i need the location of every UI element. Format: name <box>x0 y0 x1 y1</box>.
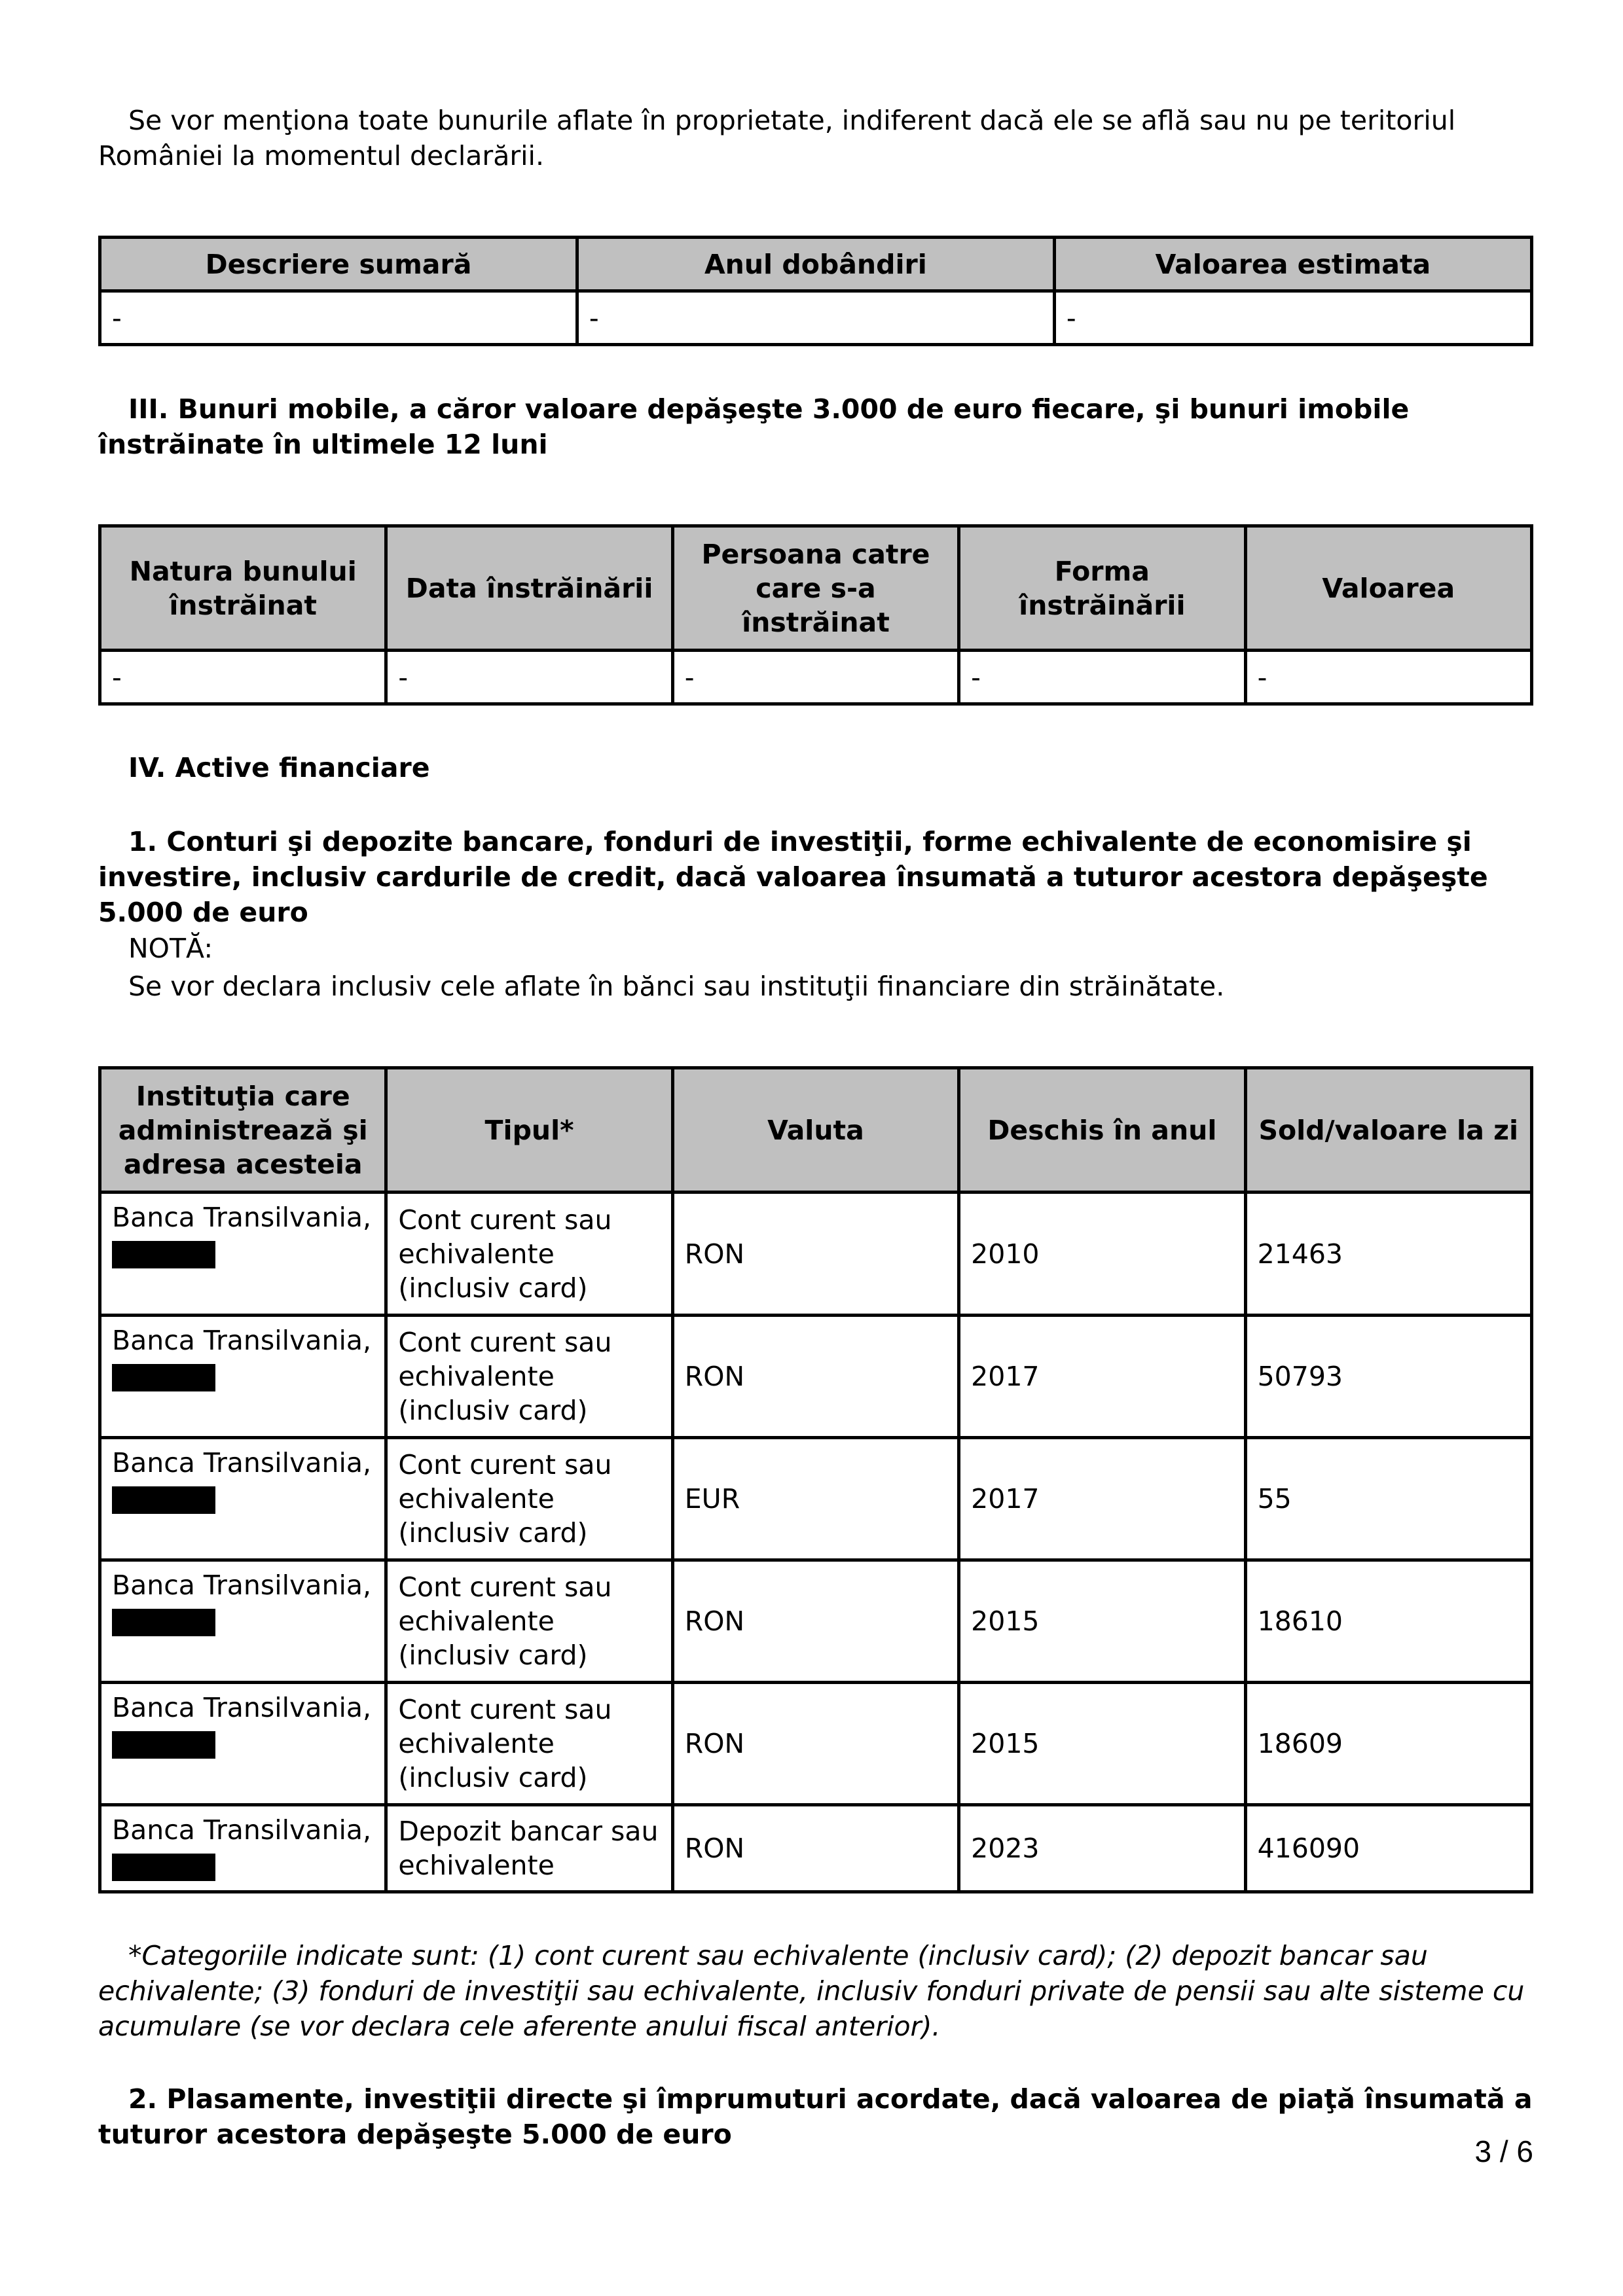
table-bank-accounts <box>98 1066 1533 1893</box>
table-row <box>100 1683 1532 1805</box>
col-header-estimated-value: Valoarea estimata <box>1054 238 1531 291</box>
subsection-2-title: 2. Plasamente, investiţii directe şi împrumuturi acordate, dacă valoarea de piaţă însumată a tuturor acestora depăşeşte 5.000 de euro <box>98 2083 1533 2150</box>
cell-type: Cont curent sau echivalente (inclusiv card) <box>386 1560 672 1683</box>
col-header-opened-year: Deschis în anul <box>959 1068 1245 1193</box>
cell-opened-year: 2015 <box>959 1560 1245 1683</box>
institution-name: Banca Transilvania, <box>112 1447 371 1479</box>
institution-name: Banca Transilvania, <box>112 1814 371 1846</box>
cell-year-acquired: - <box>577 291 1054 345</box>
cell-opened-year: 2017 <box>959 1316 1245 1438</box>
cell-currency: EUR <box>672 1438 958 1560</box>
subsection-1-title: 1. Conturi şi depozite bancare, fonduri de investiţii, forme echivalente de economisire şi investire, inclusiv cardurile de credit, dacă valoarea însumată a tuturor acestora depăşeşte 5.000 de euro <box>98 826 1488 928</box>
cell-institution <box>100 1683 386 1805</box>
cell-currency: RON <box>672 1316 958 1438</box>
cell-value: - <box>1245 651 1531 704</box>
table-row <box>100 1805 1532 1892</box>
redacted-address <box>112 1486 215 1514</box>
cell-balance: 18609 <box>1245 1683 1531 1805</box>
cell-institution <box>100 1193 386 1316</box>
section-iv-title: IV. Active financiare <box>128 752 430 783</box>
table-other-assets <box>98 236 1533 346</box>
redacted-address <box>112 1364 215 1391</box>
cell-type: Cont curent sau echivalente (inclusiv card) <box>386 1316 672 1438</box>
institution-name: Banca Transilvania, <box>112 1202 371 1233</box>
institution-name: Banca Transilvania, <box>112 1325 371 1356</box>
col-header-recipient: Persoana catre care s-a înstrăinat <box>672 526 958 651</box>
cell-type: Cont curent sau echivalente (inclusiv card) <box>386 1193 672 1316</box>
cell-currency: RON <box>672 1683 958 1805</box>
cell-balance: 55 <box>1245 1438 1531 1560</box>
cell-currency: RON <box>672 1805 958 1892</box>
intro-note: Se vor menţiona toate bunurile aflate în proprietate, indiferent dacă ele se află sau nu pe teritoriul României la momentul declarării. <box>98 105 1456 171</box>
cell-alienation-date: - <box>386 651 672 704</box>
col-header-currency: Valuta <box>672 1068 958 1193</box>
institution-name: Banca Transilvania, <box>112 1692 371 1723</box>
col-header-year-acquired: Anul dobândiri <box>577 238 1054 291</box>
cell-institution <box>100 1805 386 1892</box>
cell-alienation-form: - <box>959 651 1245 704</box>
cell-type: Depozit bancar sau echivalente <box>386 1805 672 1892</box>
nota-label: NOTĂ: <box>128 933 213 964</box>
redacted-address <box>112 1609 215 1636</box>
section-iii-title: III. Bunuri mobile, a căror valoare depăşeşte 3.000 de euro fiecare, şi bunuri imobile înstrăinate în ultimele 12 luni <box>98 393 1410 460</box>
cell-balance: 21463 <box>1245 1193 1531 1316</box>
table-row <box>100 651 1532 704</box>
cell-institution <box>100 1438 386 1560</box>
cell-opened-year: 2023 <box>959 1805 1245 1892</box>
cell-balance: 50793 <box>1245 1316 1531 1438</box>
cell-asset-nature: - <box>100 651 386 704</box>
cell-institution <box>100 1560 386 1683</box>
cell-recipient: - <box>672 651 958 704</box>
cell-balance: 18610 <box>1245 1560 1531 1683</box>
table-row <box>100 291 1532 345</box>
cell-opened-year: 2010 <box>959 1193 1245 1316</box>
cell-currency: RON <box>672 1193 958 1316</box>
col-header-alienation-form: Forma înstrăinării <box>959 526 1245 651</box>
col-header-type: Tipul* <box>386 1068 672 1193</box>
redacted-address <box>112 1854 215 1881</box>
table-alienated-assets <box>98 524 1533 706</box>
table-row <box>100 1316 1532 1438</box>
cell-opened-year: 2015 <box>959 1683 1245 1805</box>
cell-institution <box>100 1316 386 1438</box>
cell-description: - <box>100 291 577 345</box>
institution-name: Banca Transilvania, <box>112 1570 371 1601</box>
cell-currency: RON <box>672 1560 958 1683</box>
cell-estimated-value: - <box>1054 291 1531 345</box>
col-header-alienation-date: Data înstrăinării <box>386 526 672 651</box>
table-row <box>100 1560 1532 1683</box>
table-row <box>100 1193 1532 1316</box>
cell-opened-year: 2017 <box>959 1438 1245 1560</box>
nota-text: Se vor declara inclusiv cele aflate în bănci sau instituţii financiare din străinătate. <box>128 971 1225 1002</box>
page-number: 3 / 6 <box>1474 2134 1533 2168</box>
redacted-address <box>112 1241 215 1268</box>
col-header-description: Descriere sumară <box>100 238 577 291</box>
col-header-asset-nature: Natura bunului înstrăinat <box>100 526 386 651</box>
cell-balance: 416090 <box>1245 1805 1531 1892</box>
footnote: *Categoriile indicate sunt: (1) cont curent sau echivalente (inclusiv card); (2) depozit bancar sau echivalente; (3) fonduri de investiţii sau echivalente, inclusiv fonduri private de pensii sau alte sisteme cu acumulare (se vor declara cele aferente anului fiscal anterior). <box>98 1940 1525 2042</box>
col-header-institution: Instituţia care administrează şi adresa acesteia <box>100 1068 386 1193</box>
cell-type: Cont curent sau echivalente (inclusiv card) <box>386 1438 672 1560</box>
col-header-balance: Sold/valoare la zi <box>1245 1068 1531 1193</box>
redacted-address <box>112 1731 215 1759</box>
cell-type: Cont curent sau echivalente (inclusiv card) <box>386 1683 672 1805</box>
col-header-value: Valoarea <box>1245 526 1531 651</box>
table-row <box>100 1438 1532 1560</box>
